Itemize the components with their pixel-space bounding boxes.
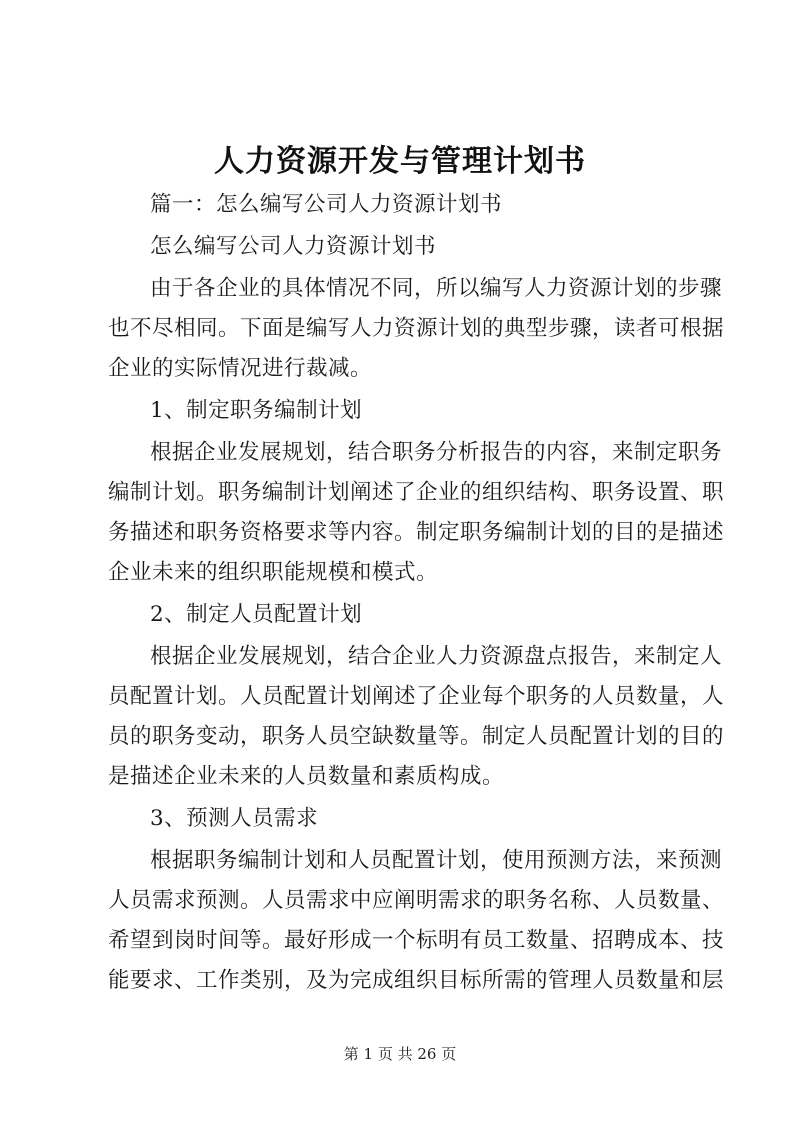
paragraph-line: 篇一：怎么编写公司人力资源计划书: [150, 192, 503, 217]
paragraph-line: 员的职务变动，职务人员空缺数量等。制定人员配置计划的目的: [108, 724, 725, 749]
paragraph-line: 能要求、工作类别，及为完成组织目标所需的管理人员数量和层: [108, 968, 725, 993]
paragraph-line: 根据企业发展规划，结合职务分析报告的内容，来制定职务: [150, 440, 723, 465]
paragraph-line: 员配置计划。人员配置计划阐述了企业每个职务的人员数量，人: [108, 684, 725, 709]
paragraph-line: 根据企业发展规划，结合企业人力资源盘点报告，来制定人: [150, 644, 723, 669]
page-footer: 第 1 页 共 26 页: [343, 1045, 457, 1063]
paragraph-line: 根据职务编制计划和人员配置计划，使用预测方法，来预测: [150, 848, 723, 873]
paragraph-line: 也不尽相同。下面是编写人力资源计划的典型步骤，读者可根据: [108, 316, 725, 341]
document-title: 人力资源开发与管理计划书: [214, 144, 586, 179]
paragraph-line: 人员需求预测。人员需求中应阐明需求的职务名称、人员数量、: [108, 888, 725, 913]
section-heading: 3、预测人员需求: [150, 806, 319, 831]
paragraph-line: 由于各企业的具体情况不同，所以编写人力资源计划的步骤: [150, 276, 723, 301]
paragraph-line: 企业未来的组织职能规模和模式。: [108, 560, 439, 585]
section-heading: 2、制定人员配置计划: [150, 602, 363, 627]
paragraph-line: 是描述企业未来的人员数量和素质构成。: [108, 764, 505, 789]
paragraph-line: 怎么编写公司人力资源计划书: [150, 234, 437, 259]
paragraph-line: 编制计划。职务编制计划阐述了企业的组织结构、职务设置、职: [108, 480, 725, 505]
paragraph-line: 务描述和职务资格要求等内容。制定职务编制计划的目的是描述: [108, 520, 725, 545]
section-heading: 1、制定职务编制计划: [150, 398, 363, 423]
paragraph-line: 企业的实际情况进行裁减。: [108, 356, 373, 381]
paragraph-line: 希望到岗时间等。最好形成一个标明有员工数量、招聘成本、技: [108, 928, 725, 953]
